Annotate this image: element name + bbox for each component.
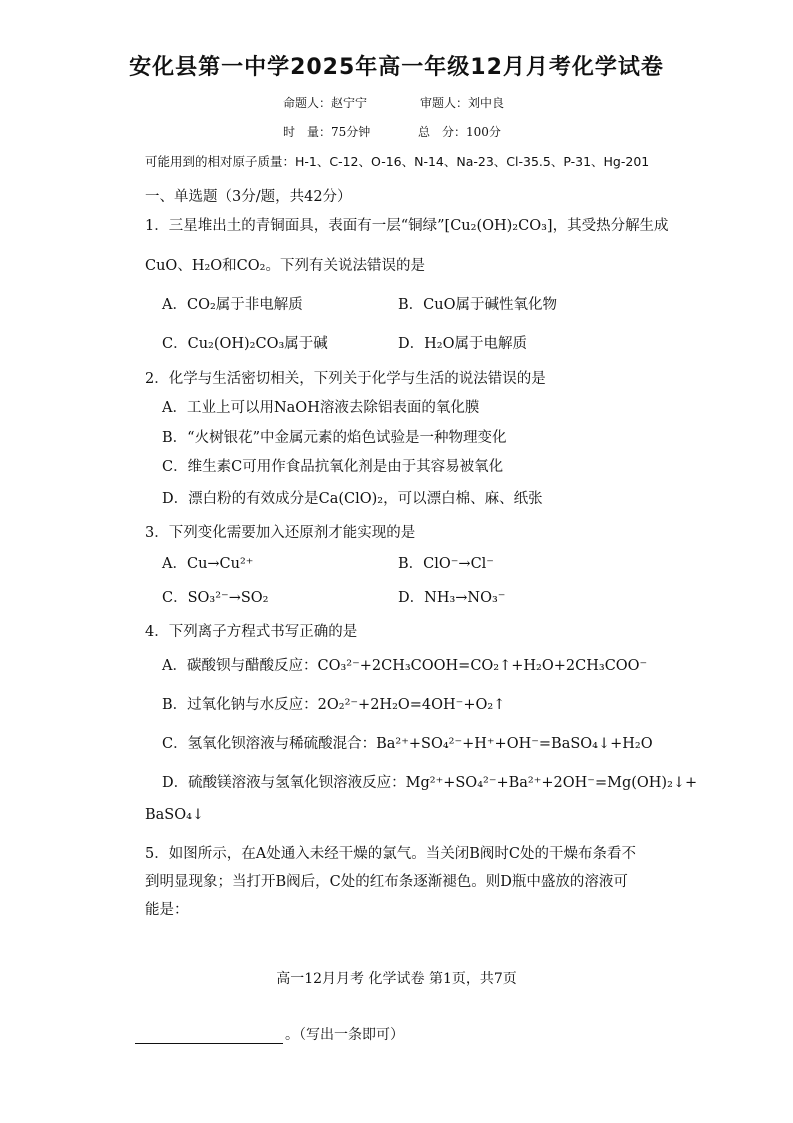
q2-option-a: A．工业上可以用NaOH溶液去除铝表面的氧化膜 — [162, 400, 480, 416]
q1-stem-line1: 1．三星堆出土的青铜面具，表面有一层“铜绿”[Cu₂(OH)₂CO₃]，其受热分解生成 — [145, 218, 669, 234]
q3-stem: 3．下列变化需要加入还原剂才能实现的是 — [145, 525, 416, 541]
q1-option-d: D．H₂O属于电解质 — [398, 336, 527, 352]
q4-option-d-line2: BaSO₄↓ — [145, 807, 205, 823]
q4-option-c: C．氢氧化钡溶液与稀硫酸混合：Ba²⁺+SO₄²⁻+H⁺+OH⁻=BaSO₄↓+H₂O — [162, 736, 653, 752]
reviewer-label: 审题人：刘中良 — [420, 96, 505, 110]
q2-stem: 2．化学与生活密切相关，下列关于化学与生活的说法错误的是 — [145, 371, 546, 387]
q2-option-c: C．维生素C可用作食品抗氧化剂是由于其容易被氧化 — [162, 459, 504, 475]
atomic-masses: 可能用到的相对原子质量：H-1、C-12、O-16、N-14、Na-23、Cl-35.5、P-31、Hg-201 — [145, 154, 650, 169]
author-label: 命题人：赵宁宁 — [283, 96, 368, 110]
q1-stem-line2: CuO、H₂O和CO₂。下列有关说法错误的是 — [145, 258, 425, 274]
q4-option-a: A．碳酸钡与醋酸反应：CO₃²⁻+2CH₃COOH=CO₂↑+H₂O+2CH₃COO⁻ — [162, 658, 648, 674]
q2-option-d: D．漂白粉的有效成分是Ca(ClO)₂，可以漂白棉、麻、纸张 — [162, 491, 543, 507]
q3-option-b: B．ClO⁻→Cl⁻ — [398, 556, 494, 572]
q1-option-c: C．Cu₂(OH)₂CO₃属于碱 — [162, 336, 328, 352]
exam-title: 安化县第一中学2025年高一年级12月月考化学试卷 — [129, 55, 664, 80]
q4-option-d-line1: D．硫酸镁溶液与氢氧化钡溶液反应：Mg²⁺+SO₄²⁻+Ba²⁺+2OH⁻=Mg(OH)₂↓+ — [162, 775, 698, 791]
q4-option-b: B．过氧化钠与水反应：2O₂²⁻+2H₂O=4OH⁻+O₂↑ — [162, 697, 506, 713]
q3-option-d: D．NH₃→NO₃⁻ — [398, 590, 506, 606]
q5-stem-line3: 能是： — [145, 902, 189, 918]
time-label: 时 量：75分钟 — [283, 125, 371, 139]
q1-option-b: B．CuO属于碱性氧化物 — [398, 297, 557, 313]
answer-blank-line — [135, 1024, 404, 1044]
section-heading: 一、单选题（3分/题，共42分） — [145, 189, 352, 205]
blank-underline — [135, 1043, 283, 1044]
q3-option-c: C．SO₃²⁻→SO₂ — [162, 590, 269, 606]
score-label: 总 分：100分 — [418, 125, 501, 139]
page-footer: 高一12月月考 化学试卷 第1页，共7页 — [276, 971, 517, 987]
q2-option-b: B．“火树银花”中金属元素的焰色试验是一种物理变化 — [162, 430, 507, 446]
q5-stem-line2: 到明显现象；当打开B阀后，C处的红布条逐渐褪色。则D瓶中盛放的溶液可 — [145, 874, 628, 890]
q3-option-a: A．Cu→Cu²⁺ — [162, 556, 254, 572]
q1-option-a: A．CO₂属于非电解质 — [162, 297, 303, 313]
blank-hint: 。（写出一条即可） — [285, 1027, 404, 1043]
q4-stem: 4．下列离子方程式书写正确的是 — [145, 624, 358, 640]
q5-stem-line1: 5．如图所示，在A处通入未经干燥的氯气。当关闭B阀时C处的干燥布条看不 — [145, 846, 636, 862]
